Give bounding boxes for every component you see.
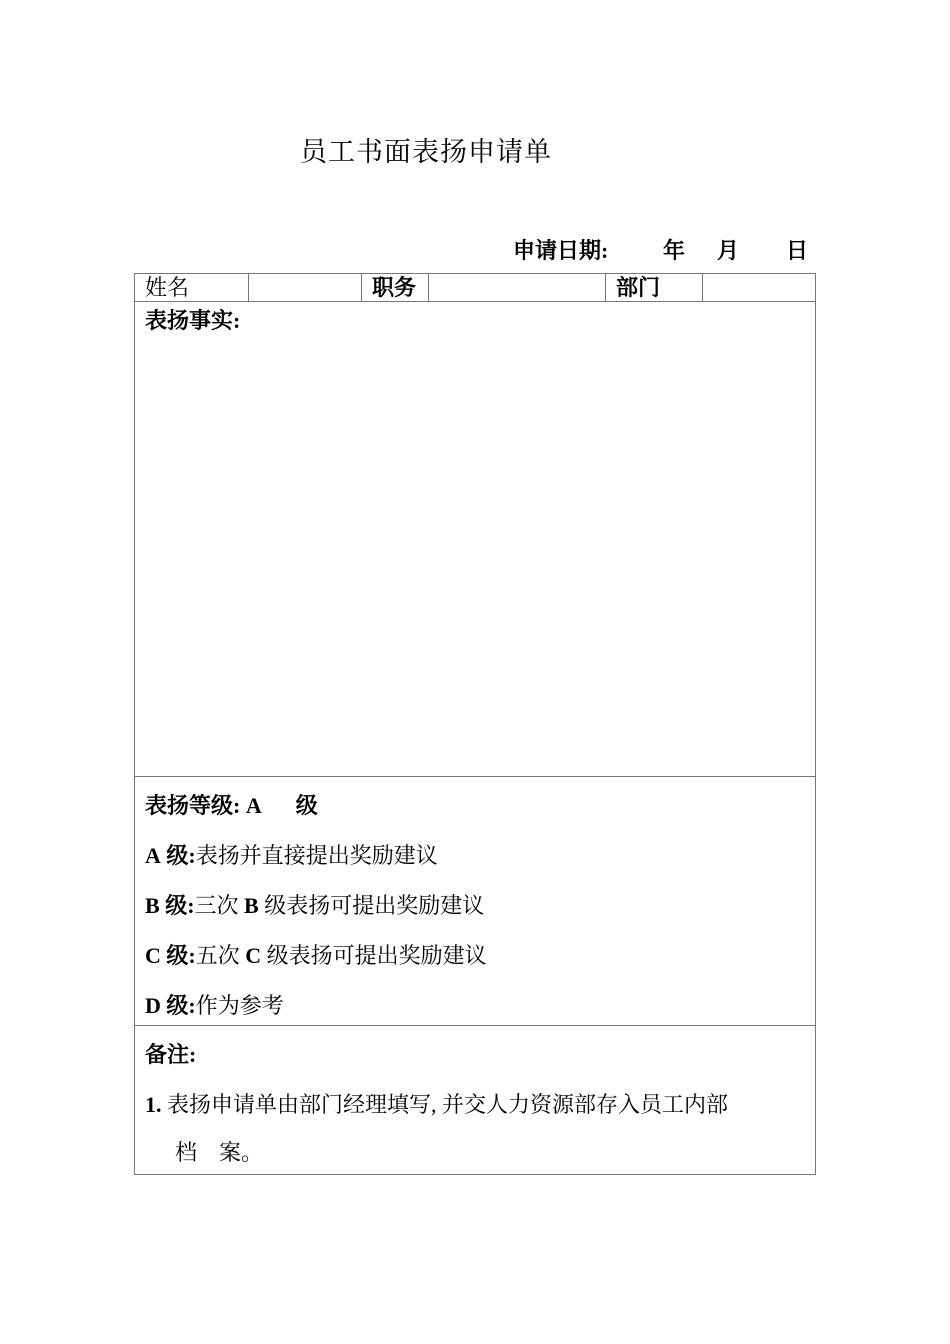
grade-item-d: D 级:作为参考: [145, 993, 284, 1018]
date-month: 月: [717, 238, 740, 263]
department-label: 部门: [606, 274, 703, 301]
date-label: 申请日期:: [513, 238, 609, 263]
name-field[interactable]: [249, 274, 362, 301]
note-item-1: 1. 表扬申请单由部门经理填写, 并交人力资源部存入员工内部: [145, 1092, 729, 1117]
name-label: 姓名: [135, 274, 249, 301]
department-field[interactable]: [703, 274, 815, 301]
grade-section: [135, 776, 815, 1026]
position-label: 职务: [362, 274, 429, 301]
grade-line: 表扬等级: A 级: [145, 793, 318, 818]
page-title: 员工书面表扬申请单: [300, 137, 552, 167]
grade-item-c: C 级:五次 C 级表扬可提出奖励建议: [145, 943, 487, 968]
notes-section: [135, 1026, 815, 1174]
grade-item-b: B 级:三次 B 级表扬可提出奖励建议: [145, 893, 485, 918]
date-day: 日: [786, 238, 809, 263]
grade-item-a: A 级:表扬并直接提出奖励建议: [145, 843, 438, 868]
commendation-form: [134, 273, 816, 1175]
date-year: 年: [663, 238, 686, 263]
notes-label: 备注:: [145, 1042, 197, 1067]
facts-label: 表扬事实:: [145, 308, 241, 333]
position-field[interactable]: [429, 274, 606, 301]
info-row: [135, 274, 815, 302]
note-item-1-continued: 档 案。: [175, 1140, 264, 1165]
